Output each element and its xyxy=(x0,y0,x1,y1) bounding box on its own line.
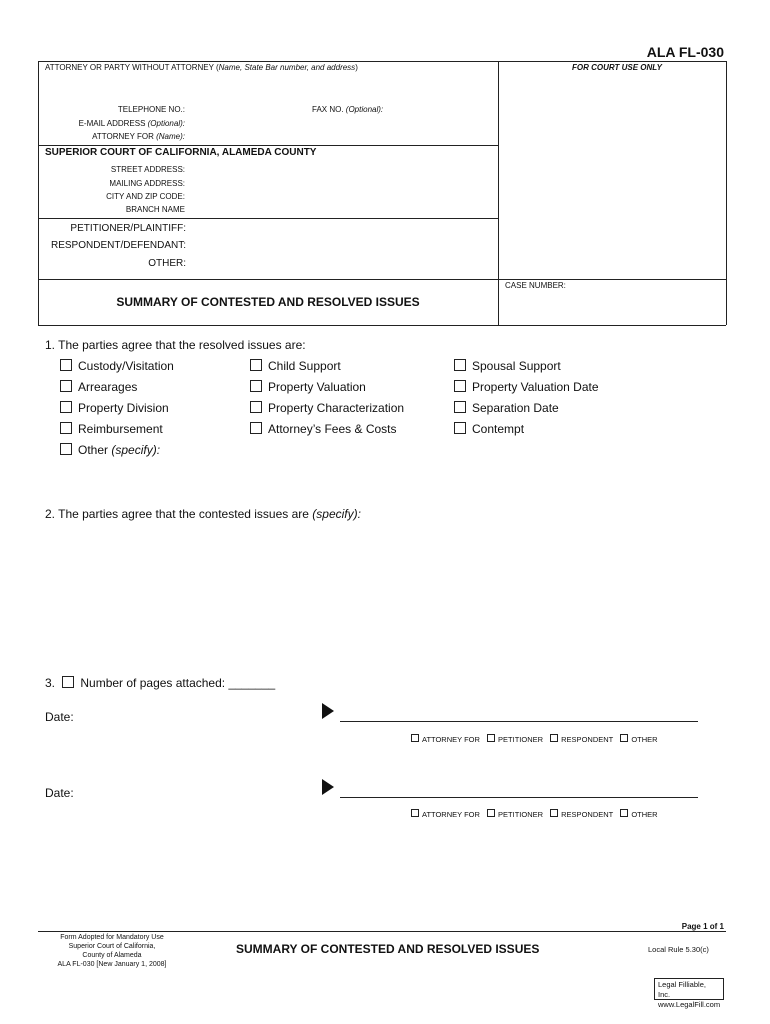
option-reimbursement[interactable]: Reimbursement xyxy=(60,422,163,436)
email-label: E-MAIL ADDRESS (Optional): xyxy=(78,119,185,128)
option-property-valuation-date[interactable]: Property Valuation Date xyxy=(454,380,599,394)
title-top-border xyxy=(38,279,726,280)
section-1-text: 1. The parties agree that the resolved issues are: xyxy=(45,338,306,352)
section-3-text[interactable]: 3. Number of pages attached: _______ xyxy=(45,676,276,690)
checkbox[interactable] xyxy=(454,380,466,392)
option-attorneys-fees[interactable]: Attorney’s Fees & Costs xyxy=(250,422,397,436)
court-use-label: FOR COURT USE ONLY xyxy=(572,63,662,72)
court-use-divider xyxy=(498,61,499,325)
right-border xyxy=(726,61,727,325)
form-title: SUMMARY OF CONTESTED AND RESOLVED ISSUES xyxy=(116,295,420,309)
signature-role-2[interactable]: ATTORNEY FOR PETITIONER RESPONDENT OTHER xyxy=(408,809,660,819)
checkbox[interactable] xyxy=(250,359,262,371)
local-rule: Local Rule 5.30(c) xyxy=(648,945,709,954)
checkbox[interactable] xyxy=(60,443,72,455)
telephone-label: TELEPHONE NO.: xyxy=(117,105,185,114)
footer-title: SUMMARY OF CONTESTED AND RESOLVED ISSUES xyxy=(236,942,540,956)
checkbox[interactable] xyxy=(620,809,628,817)
parties-top-border xyxy=(38,218,498,219)
arrow-icon xyxy=(322,703,334,719)
checkbox[interactable] xyxy=(454,359,466,371)
checkbox[interactable] xyxy=(411,734,419,742)
checkbox[interactable] xyxy=(454,422,466,434)
signature-role-1[interactable]: ATTORNEY FOR PETITIONER RESPONDENT OTHER xyxy=(408,734,660,744)
checkbox[interactable] xyxy=(62,676,74,688)
adopted-note: Form Adopted for Mandatory Use Superior Court of California, County of Alameda ALA FL-030 [New January 1, 2008] xyxy=(57,934,167,968)
publisher-box: Legal Filliable, Inc. www.LegalFill.com xyxy=(654,978,724,1000)
checkbox[interactable] xyxy=(454,401,466,413)
city-label: CITY AND ZIP CODE: xyxy=(106,192,185,201)
checkbox[interactable] xyxy=(550,809,558,817)
checkbox[interactable] xyxy=(60,380,72,392)
court-top-border xyxy=(38,145,498,146)
signature-line-2[interactable] xyxy=(340,797,698,798)
option-contempt[interactable]: Contempt xyxy=(454,422,524,436)
checkbox[interactable] xyxy=(620,734,628,742)
title-bottom-border xyxy=(38,325,726,326)
attorney-for-label: ATTORNEY FOR (Name): xyxy=(92,132,185,141)
checkbox[interactable] xyxy=(60,401,72,413)
checkbox[interactable] xyxy=(250,401,262,413)
checkbox[interactable] xyxy=(60,359,72,371)
option-arrearages[interactable]: Arrearages xyxy=(60,380,137,394)
form-id: ALA FL-030 xyxy=(646,44,724,60)
section-2-text: 2. The parties agree that the contested issues are (specify): xyxy=(45,507,361,521)
option-other[interactable]: Other (specify): xyxy=(60,443,160,457)
date-label-1: Date: xyxy=(45,710,74,724)
checkbox[interactable] xyxy=(487,809,495,817)
option-property-division[interactable]: Property Division xyxy=(60,401,169,415)
page-number: Page 1 of 1 xyxy=(681,922,724,931)
branch-label: BRANCH NAME xyxy=(125,205,185,214)
petitioner-label: PETITIONER/PLAINTIFF: xyxy=(70,223,186,234)
option-child-support[interactable]: Child Support xyxy=(250,359,341,373)
option-spousal-support[interactable]: Spousal Support xyxy=(454,359,561,373)
option-separation-date[interactable]: Separation Date xyxy=(454,401,559,415)
footer-top-border xyxy=(38,931,726,932)
respondent-label: RESPONDENT/DEFENDANT: xyxy=(50,240,186,251)
checkbox[interactable] xyxy=(487,734,495,742)
date-label-2: Date: xyxy=(45,786,74,800)
left-border xyxy=(38,61,39,325)
option-property-valuation[interactable]: Property Valuation xyxy=(250,380,366,394)
fax-label: FAX NO. (Optional): xyxy=(312,105,384,114)
option-custody-visitation[interactable]: Custody/Visitation xyxy=(60,359,174,373)
arrow-icon xyxy=(322,779,334,795)
header-top-border xyxy=(38,61,726,62)
option-property-characterization[interactable]: Property Characterization xyxy=(250,401,404,415)
court-name: SUPERIOR COURT OF CALIFORNIA, ALAMEDA COUNTY xyxy=(45,147,317,158)
other-party-label: OTHER: xyxy=(148,258,186,269)
signature-line-1[interactable] xyxy=(340,721,698,722)
checkbox[interactable] xyxy=(250,380,262,392)
checkbox[interactable] xyxy=(250,422,262,434)
case-number-label: CASE NUMBER: xyxy=(505,281,566,290)
checkbox[interactable] xyxy=(411,809,419,817)
attorney-label: ATTORNEY OR PARTY WITHOUT ATTORNEY (Name, State Bar number, and address) xyxy=(45,63,358,72)
street-label: STREET ADDRESS: xyxy=(110,165,185,174)
checkbox[interactable] xyxy=(60,422,72,434)
mailing-label: MAILING ADDRESS: xyxy=(109,179,185,188)
checkbox[interactable] xyxy=(550,734,558,742)
